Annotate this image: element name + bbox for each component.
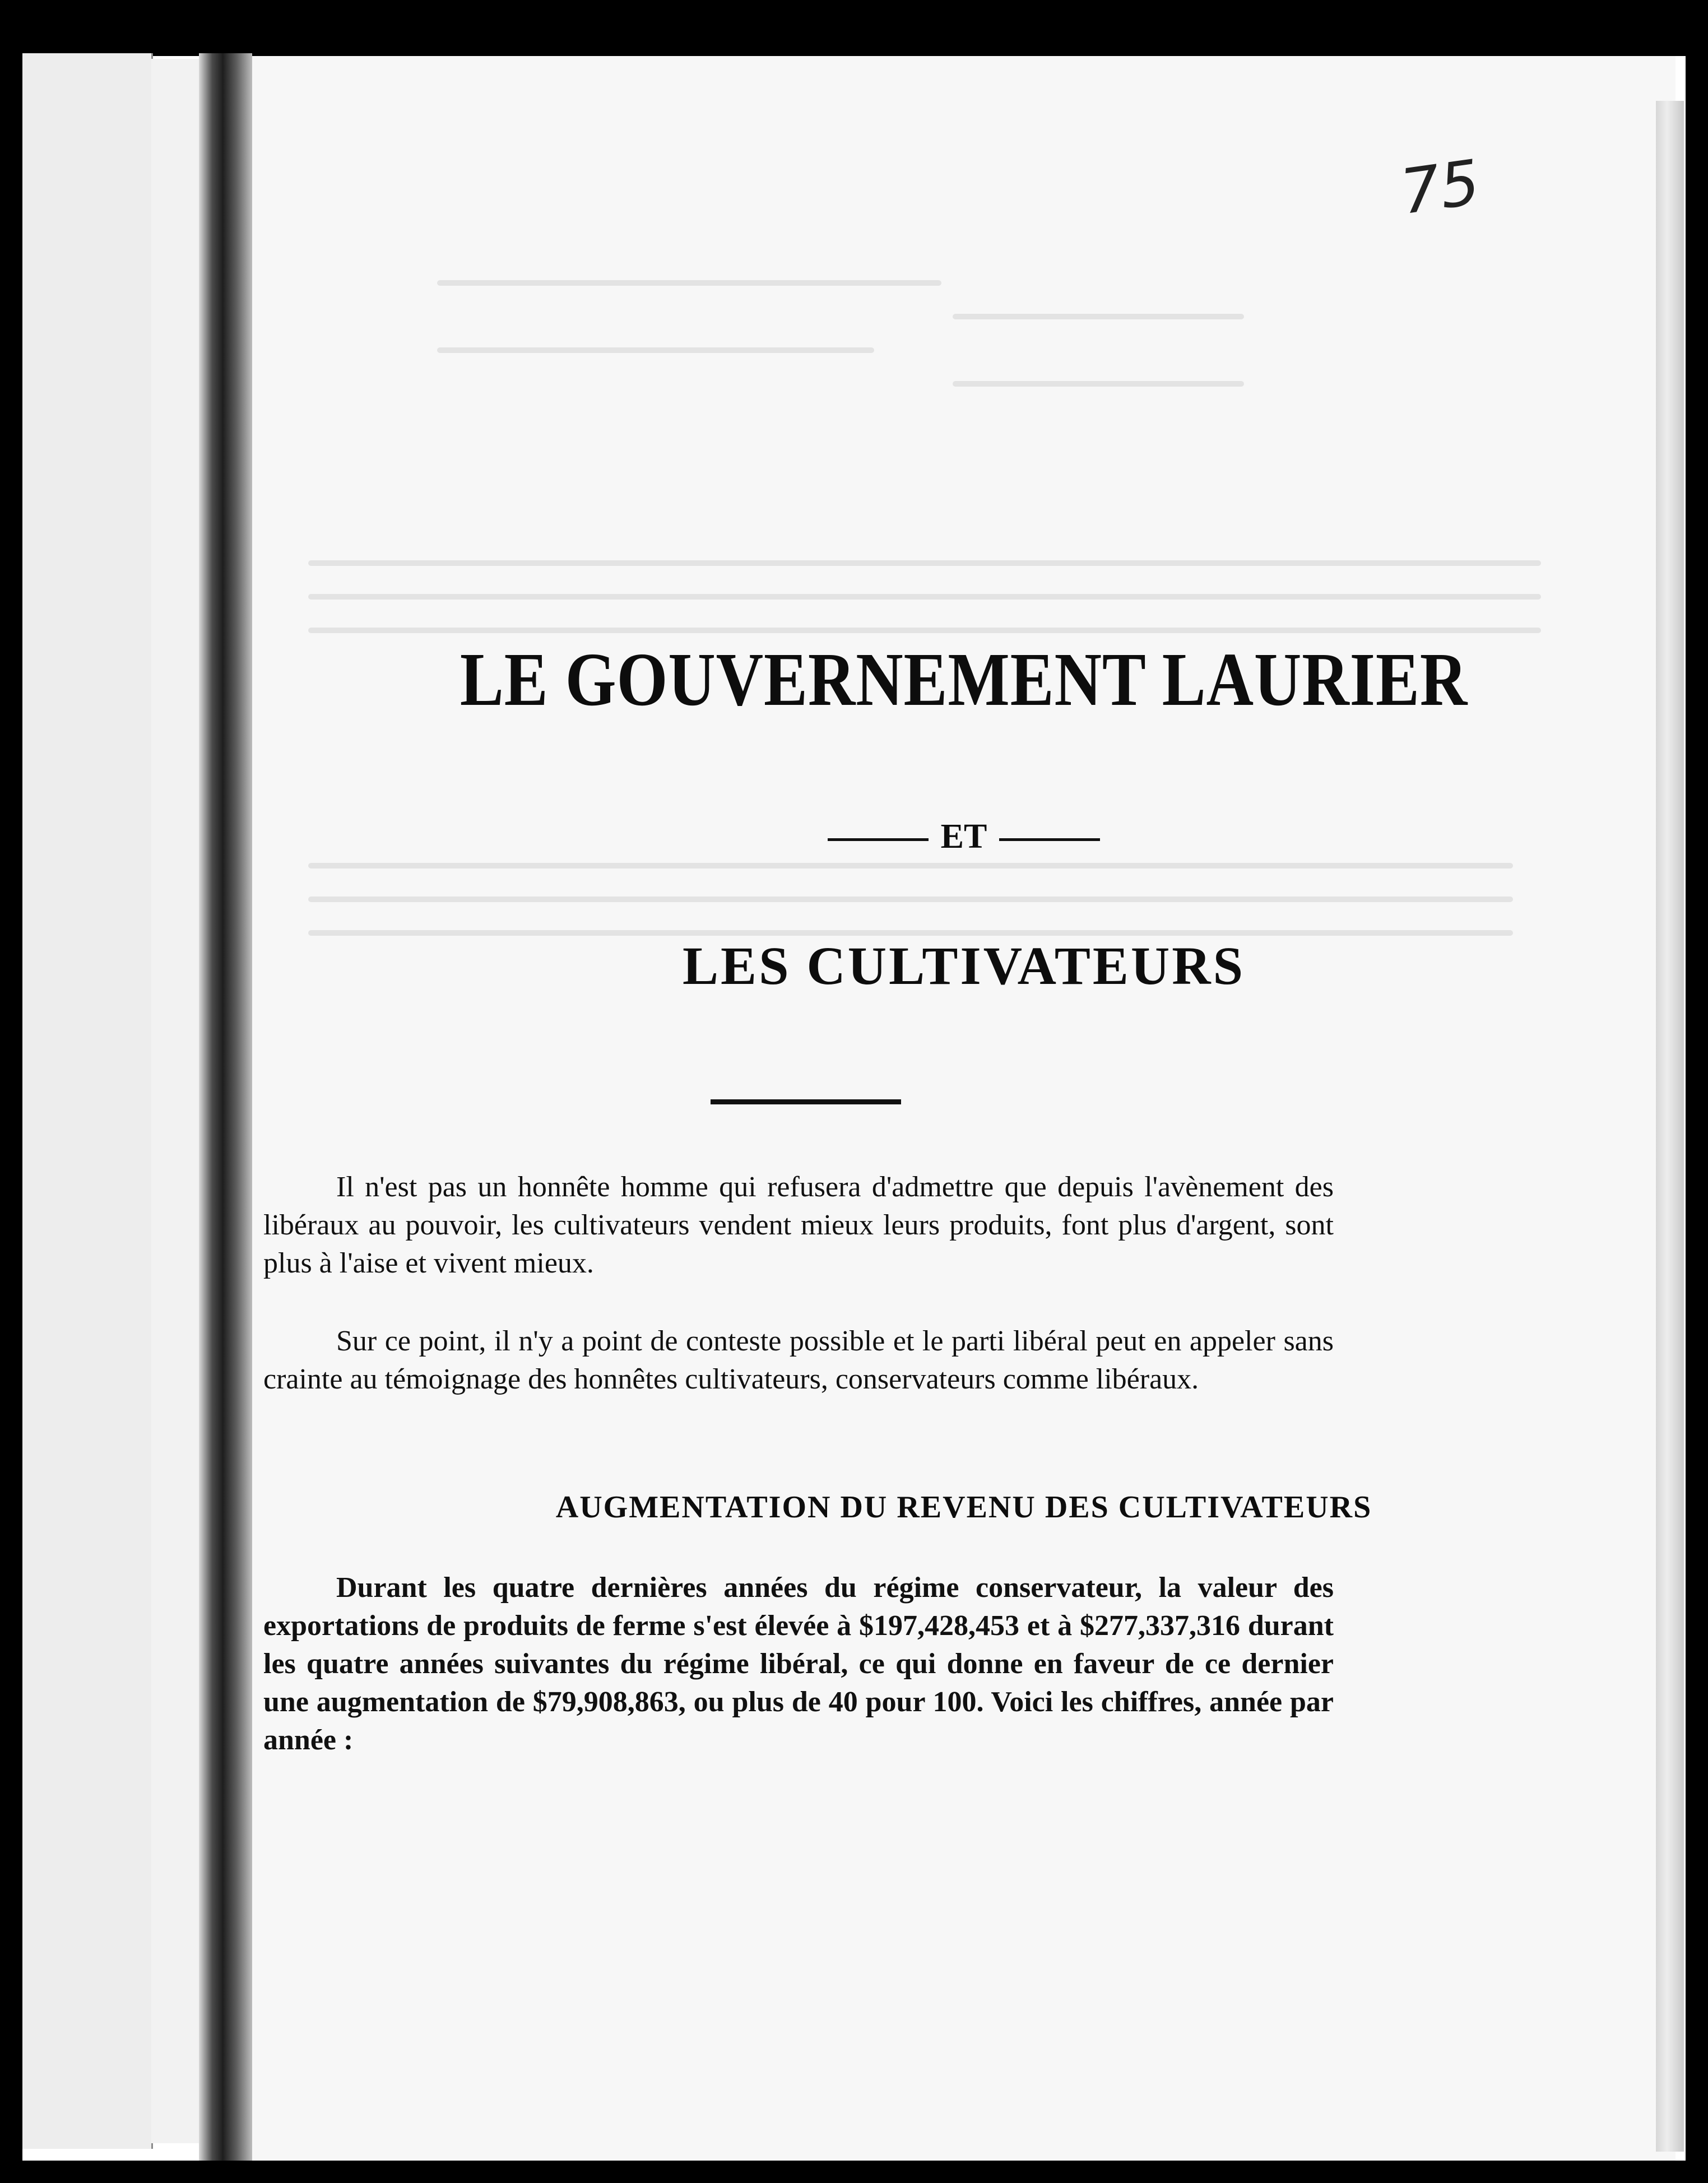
document-page bbox=[252, 56, 1675, 2163]
scan-border-bottom bbox=[0, 2161, 1708, 2183]
paragraph-text: Durant les quatre dernières années du régime conservateur, la valeur des exportations de produits de ferme s'est élevée à $197,428,453 et à $277,337,316 durant les quatre années suivantes du régime libéral, ce qui donne en faveur de ce dernier une augmentation de $79,908,863, ou plus de 40 pour 100. Voici les chiffres, année par année : bbox=[263, 1572, 1334, 1756]
page-edge bbox=[1656, 101, 1684, 2152]
show-through-mark bbox=[308, 628, 1541, 633]
document-subtitle: LES CULTIVATEURS bbox=[683, 936, 1245, 996]
connector-word: ET bbox=[940, 818, 987, 856]
book-gutter bbox=[199, 53, 252, 2171]
facing-page bbox=[22, 53, 153, 2149]
dash-right bbox=[999, 838, 1100, 841]
section-rule bbox=[711, 1099, 901, 1104]
show-through-mark bbox=[308, 897, 1513, 902]
show-through-mark bbox=[308, 560, 1541, 566]
show-through-mark bbox=[953, 381, 1244, 387]
paragraph-1 bbox=[263, 1168, 1334, 1283]
show-through-mark bbox=[953, 314, 1244, 319]
show-through-mark bbox=[308, 863, 1513, 868]
paragraph-text: Sur ce point, il n'y a point de conteste possible et le parti libéral peut en appeler sans crainte au témoignage des honnêtes cultivateurs, conservateurs comme libéraux. bbox=[263, 1325, 1334, 1395]
facing-page-edge bbox=[151, 59, 200, 2143]
document-title: LE GOUVERNEMENT LAURIER bbox=[460, 638, 1468, 722]
page-number: 75 bbox=[1396, 146, 1484, 229]
scan-border-top bbox=[0, 0, 1708, 56]
paragraph-2 bbox=[263, 1322, 1334, 1399]
section-paragraph bbox=[263, 1569, 1334, 1759]
title-connector bbox=[252, 817, 1675, 857]
scan-border-left bbox=[0, 0, 22, 2183]
dash-left bbox=[828, 838, 929, 841]
paragraph-text: Il n'est pas un honnête homme qui refusera d'admettre que depuis l'avènement des libéraux au pouvoir, les cultivateurs vendent mieux leurs produits, font plus d'argent, sont plus à l'aise et vivent mieux. bbox=[263, 1171, 1334, 1279]
section-heading: AUGMENTATION DU REVENU DES CULTIVATEURS bbox=[555, 1490, 1372, 1525]
scan-border-right bbox=[1686, 0, 1708, 2183]
show-through-mark bbox=[308, 594, 1541, 600]
show-through-mark bbox=[437, 280, 941, 286]
show-through-mark bbox=[437, 347, 874, 353]
